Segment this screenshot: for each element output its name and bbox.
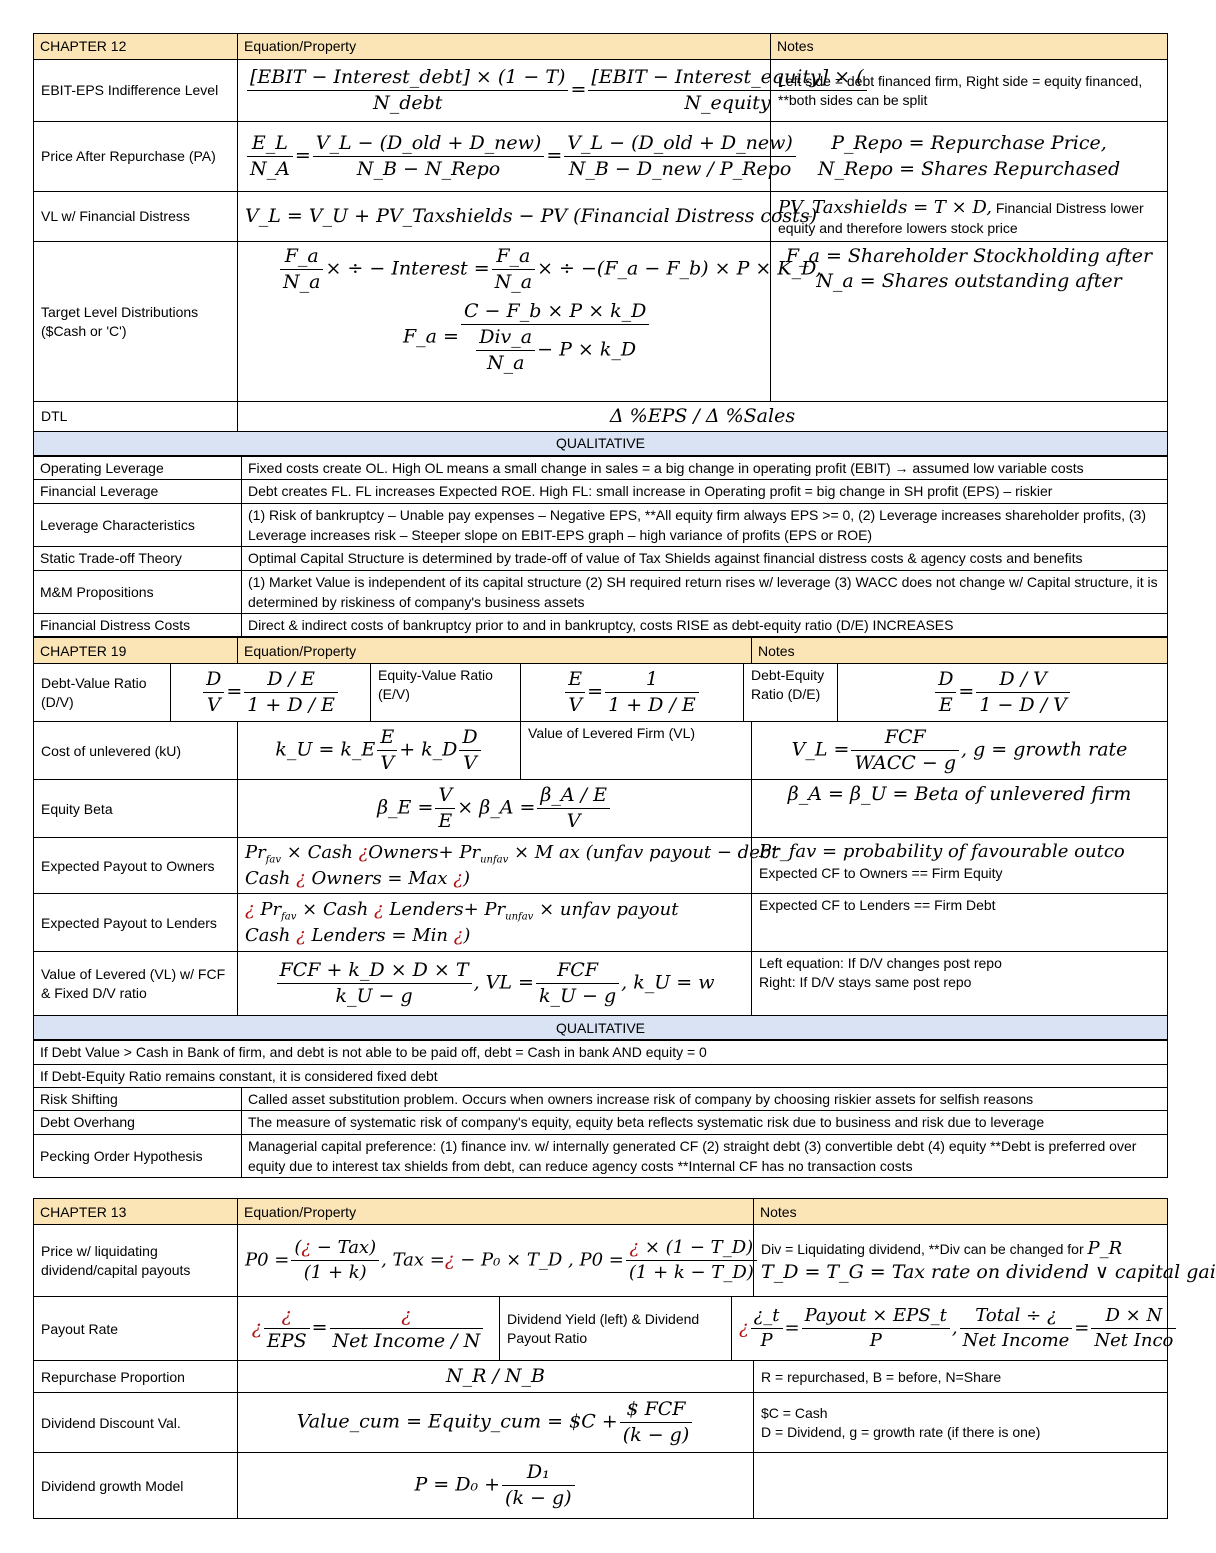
row-label: Dividend growth Model	[34, 1453, 238, 1519]
price-liquidating-row	[34, 1225, 1168, 1297]
equation-cell: $\frac{D}{V}$ = $\frac{D / E}{1 + D / E}$	[171, 664, 371, 722]
value-levered-row	[34, 952, 1168, 1016]
notes-column-header: Notes	[771, 34, 1168, 60]
qualitative-description: Optimal Capital Structure is determined by trade-off of value of Tax Shields against financial distress costs & agency costs and benefits	[242, 547, 1168, 570]
price-after-repurchase-row	[34, 122, 1168, 192]
qualitative-row	[34, 480, 1168, 503]
note-cell: Pr_fav = probability of favourable outco Expected CF to Owners == Firm Equity	[752, 838, 1168, 894]
payout-owners-row	[34, 838, 1168, 894]
chapter-19-qualitative	[33, 1040, 1168, 1178]
row-label: Dividend Yield (left) & Dividend Payout Ratio	[500, 1297, 732, 1361]
qualitative-term: Pecking Order Hypothesis	[34, 1134, 242, 1178]
qualitative-full-row	[34, 1064, 1168, 1087]
formula-sheet	[33, 33, 1216, 1519]
row-label: Equity-Value Ratio (E/V)	[371, 664, 521, 722]
equation-cell: P0 = $\frac{\text{(¿ − Tax)}}{(1 + k)}$ , Tax =¿ − P₀ × T_D , P0 = $\frac{¿ \times (1 - T\_D)}{(1 + k - T\_D)}$	[238, 1225, 754, 1297]
equation-cell: $\frac{E}{V}$ = $\frac{1}{1 + D / E}$	[521, 664, 744, 722]
equation-cell: $\frac{D}{E}$ = $\frac{D / V}{1 - D / V}$	[838, 664, 1168, 722]
qualitative-description: Fixed costs create OL. High OL means a small change in sales = a big change in operating profit (EBIT) → assumed low variable costs	[242, 457, 1168, 480]
note-cell: PV_Taxshields = T × D, Financial Distress lower equity and therefore lowers stock price	[771, 192, 1168, 242]
qualitative-header: QUALITATIVE	[34, 432, 1168, 456]
target-level-distributions-row	[34, 242, 1168, 402]
row-label: DTL	[34, 402, 238, 432]
equation-cell: P = D₀ + $\frac{\text{D₁}}{(k - g)}$	[238, 1453, 754, 1519]
cost-unlevered-row	[34, 722, 1168, 780]
equation-cell: ¿ $Pr_{fav}$ × Cash ¿ Lenders+ $Pr_{unfav}$ × unfav payout Cash ¿ Lenders = Min ¿)	[238, 894, 752, 952]
equation-cell: $\frac{\text{[EBIT − Interest\_debt] × (1 − T)}}{\text{N\_debt}}$ = $\frac{\text{[EBIT − Interest\_equity] × (}}{\text{N\_equity}}$	[238, 60, 771, 122]
chapter-12-header	[34, 34, 1168, 60]
row-label: Repurchase Proportion	[34, 1361, 238, 1393]
note-cell: $C = Cash D = Dividend, g = growth rate (if there is one)	[754, 1393, 1168, 1453]
dividend-discount-row	[34, 1393, 1168, 1453]
qualitative-header: QUALITATIVE	[34, 1016, 1168, 1040]
row-label: Equity Beta	[34, 780, 238, 838]
row-label: Payout Rate	[34, 1297, 238, 1361]
chapter-13-header	[34, 1199, 1168, 1225]
payout-lenders-row	[34, 894, 1168, 952]
qualitative-term: Leverage Characteristics	[34, 503, 242, 547]
payout-rate-row	[34, 1297, 1168, 1361]
note-cell	[754, 1453, 1168, 1519]
section-gap	[33, 1178, 1167, 1198]
equation-cell: k_U = k_E $\frac{E}{V}$ + k_D $\frac{D}{V}$	[238, 722, 521, 780]
row-label: Expected Payout to Owners	[34, 838, 238, 894]
row-label: VL w/ Financial Distress	[34, 192, 238, 242]
row-label: Cost of unlevered (kU)	[34, 722, 238, 780]
chapter-title: CHAPTER 12	[34, 34, 238, 60]
qualitative-description: The measure of systematic risk of company's equity, equity beta reflects systematic risk due to business and risk due to leverage	[242, 1111, 1168, 1134]
note-cell: P_Repo = Repurchase Price, N_Repo = Shares Repurchased	[771, 122, 1168, 192]
qualitative-description: Called asset substitution problem. Occurs when owners increase risk of company by choosing riskier assets for selfish reasons	[242, 1088, 1168, 1111]
equation-cell: Δ %EPS / Δ %Sales	[238, 402, 1168, 432]
qualitative-row	[34, 1088, 1168, 1111]
equity-beta-row	[34, 780, 1168, 838]
repurchase-proportion-row	[34, 1361, 1168, 1393]
qualitative-row	[34, 570, 1168, 614]
fraction: $\frac{\text{[EBIT − Interest\_debt] × (1 − T)}}{\text{N\_debt}}$	[247, 65, 568, 116]
row-label: Dividend Discount Val.	[34, 1393, 238, 1453]
note-cell: Left side = debt financed firm, Right side = equity financed, **both sides can be split	[771, 60, 1168, 122]
qualitative-row	[34, 1134, 1168, 1178]
qualitative-term: Static Trade-off Theory	[34, 547, 242, 570]
row-label: EBIT-EPS Indifference Level	[34, 60, 238, 122]
chapter-title: CHAPTER 13	[34, 1199, 238, 1225]
equation-cell: ¿ $\frac{¿}{\text{EPS}}$ = $\frac{¿}{\text{Net Income / N}}$	[238, 1297, 500, 1361]
equation-cell: ¿ $\frac{¿\_t}{P}$ = $\frac{\text{Payout × EPS\_t}}{P}$ , $\frac{\text{Total ÷ ¿}}{\text{Net Income}}$ = $\frac{D \times N}{\text{Net Inco}}$	[732, 1297, 1168, 1361]
qualitative-term: Financial Leverage	[34, 480, 242, 503]
qualitative-description: (1) Risk of bankruptcy – Unable pay expenses – Negative EPS, **All equity firm always EPS >= 0, (2) Leverage increases shareholder profits, (3) Leverage increases risk – Steeper slope on EBIT-EPS graph – high variance of profits (EPS or ROE)	[242, 503, 1168, 547]
row-label: Value of Levered Firm (VL)	[521, 722, 752, 780]
qualitative-description: (1) Market Value is independent of its capital structure (2) SH required return rises w/ leverage (3) WACC does not change w/ Capital structure, it is determined by riskiness of company's business assets	[242, 570, 1168, 614]
ratio-row	[34, 664, 1168, 722]
notes-column-header: Notes	[754, 1199, 1168, 1225]
qualitative-statement: If Debt Value > Cash in Bank of firm, and debt is not able to be paid off, debt = Cash in bank AND equity = 0	[34, 1041, 1168, 1064]
row-label: Price After Repurchase (PA)	[34, 122, 238, 192]
equation-cell: V_L = $\frac{\text{FCF}}{\text{WACC − g}}$ , g = growth rate	[752, 722, 1168, 780]
equation-cell: N_R / N_B	[238, 1361, 754, 1393]
note-cell: Left equation: If D/V changes post repo Right: If D/V stays same post repo	[752, 952, 1168, 1016]
note-cell: Expected CF to Lenders == Firm Debt	[752, 894, 1168, 952]
row-label: Price w/ liquidating dividend/capital payouts	[34, 1225, 238, 1297]
chapter-12-qualitative	[33, 456, 1168, 637]
equation-column-header: Equation/Property	[238, 638, 752, 664]
qualitative-statement: If Debt-Equity Ratio remains constant, it is considered fixed debt	[34, 1064, 1168, 1087]
fraction: $\frac{\text{[EBIT − Interest\_equity] × (}}{\text{N\_equity}}$	[588, 65, 866, 116]
equation-cell: $\frac{E\_L}{N\_A}$ = $\frac{\text{V\_L − (D\_old + D\_new)}}{\text{N\_B − N\_Repo}}$ = $\frac{\text{V\_L − (D\_old + D\_new)}}{\text{N\_B − D\_new / P\_Repo}}$	[238, 122, 771, 192]
dtl-row	[34, 402, 1168, 432]
row-label: Debt-Equity Ratio (D/E)	[744, 664, 838, 722]
notes-column-header: Notes	[752, 638, 1168, 664]
qualitative-term: Financial Distress Costs	[34, 614, 242, 637]
row-label: Value of Levered (VL) w/ FCF & Fixed D/V ratio	[34, 952, 238, 1016]
ebit-eps-row	[34, 60, 1168, 122]
qualitative-full-row	[34, 1041, 1168, 1064]
note-cell: β_A = β_U = Beta of unlevered firm	[752, 780, 1168, 838]
chapter-19-table	[33, 637, 1168, 1040]
qualitative-row	[34, 503, 1168, 547]
qualitative-row	[34, 547, 1168, 570]
note-cell: R = repurchased, B = before, N=Share	[754, 1361, 1168, 1393]
qualitative-term: Debt Overhang	[34, 1111, 242, 1134]
equation-cell: V_L = V_U + PV_Taxshields − PV (Financial Distress costs)	[238, 192, 771, 242]
equation-column-header: Equation/Property	[238, 1199, 754, 1225]
chapter-13-table	[33, 1198, 1216, 1519]
equation-cell: $\frac{F\_a}{N\_a}$ × ÷ − Interest = $\frac{F\_a}{N\_a}$ × ÷ −(F_a − F_b) × P × K_D, F_a = C − F_b × P × k_D $\frac{\text{Div\_a}}{N\_a}$ − P × k_D	[238, 242, 771, 402]
vl-financial-distress-row	[34, 192, 1168, 242]
note-cell: F_a = Shareholder Stockholding after N_a = Shares outstanding after	[771, 242, 1168, 402]
qualitative-row	[34, 614, 1168, 637]
dividend-growth-row	[34, 1453, 1168, 1519]
note-cell: Div = Liquidating dividend, **Div can be changed for P_R T_D = T_G = Tax rate on dividend ∨ capital gai	[754, 1225, 1168, 1297]
qualitative-term: M&M Propositions	[34, 570, 242, 614]
qualitative-row	[34, 457, 1168, 480]
equation-cell: $Pr_{fav}$ × Cash ¿Owners+ $Pr_{unfav} \times M$ ax (unfav payout − debt Cash ¿ Owners = Max ¿)	[238, 838, 752, 894]
qualitative-description: Managerial capital preference: (1) finance inv. w/ internally generated CF (2) straight debt (3) convertible debt (4) equity **Debt is preferred over equity due to interest tax shields from debt, can reduce agency costs **Internal CF has no transaction costs	[242, 1134, 1168, 1178]
qualitative-term: Operating Leverage	[34, 457, 242, 480]
qualitative-row	[34, 1111, 1168, 1134]
equation-cell: Value_cum = Equity_cum = $C + $\frac{\text{\$ FCF}}{(k - g)}$	[238, 1393, 754, 1453]
row-label: Expected Payout to Lenders	[34, 894, 238, 952]
row-label: Target Level Distributions ($Cash or 'C')	[34, 242, 238, 402]
equation-cell: $\frac{\text{FCF + k\_D × D × T}}{k\_U - g}$ , VL = $\frac{\text{FCF}}{k\_U - g}$ , k_U = w	[238, 952, 752, 1016]
qualitative-term: Risk Shifting	[34, 1088, 242, 1111]
chapter-title: CHAPTER 19	[34, 638, 238, 664]
qualitative-description: Direct & indirect costs of bankruptcy prior to and in bankruptcy, costs RISE as debt-equity ratio (D/E) INCREASES	[242, 614, 1168, 637]
qualitative-description: Debt creates FL. FL increases Expected ROE. High FL: small increase in Operating profit = big change in SH profit (EPS) – riskier	[242, 480, 1168, 503]
equation-column-header: Equation/Property	[238, 34, 771, 60]
equation-cell: β_E = $\frac{V}{E}$ × β_A = $\frac{\beta\_A / E}{V}$	[238, 780, 752, 838]
chapter-19-header	[34, 638, 1168, 664]
row-label: Debt-Value Ratio (D/V)	[34, 664, 171, 722]
chapter-12-table	[33, 33, 1168, 456]
